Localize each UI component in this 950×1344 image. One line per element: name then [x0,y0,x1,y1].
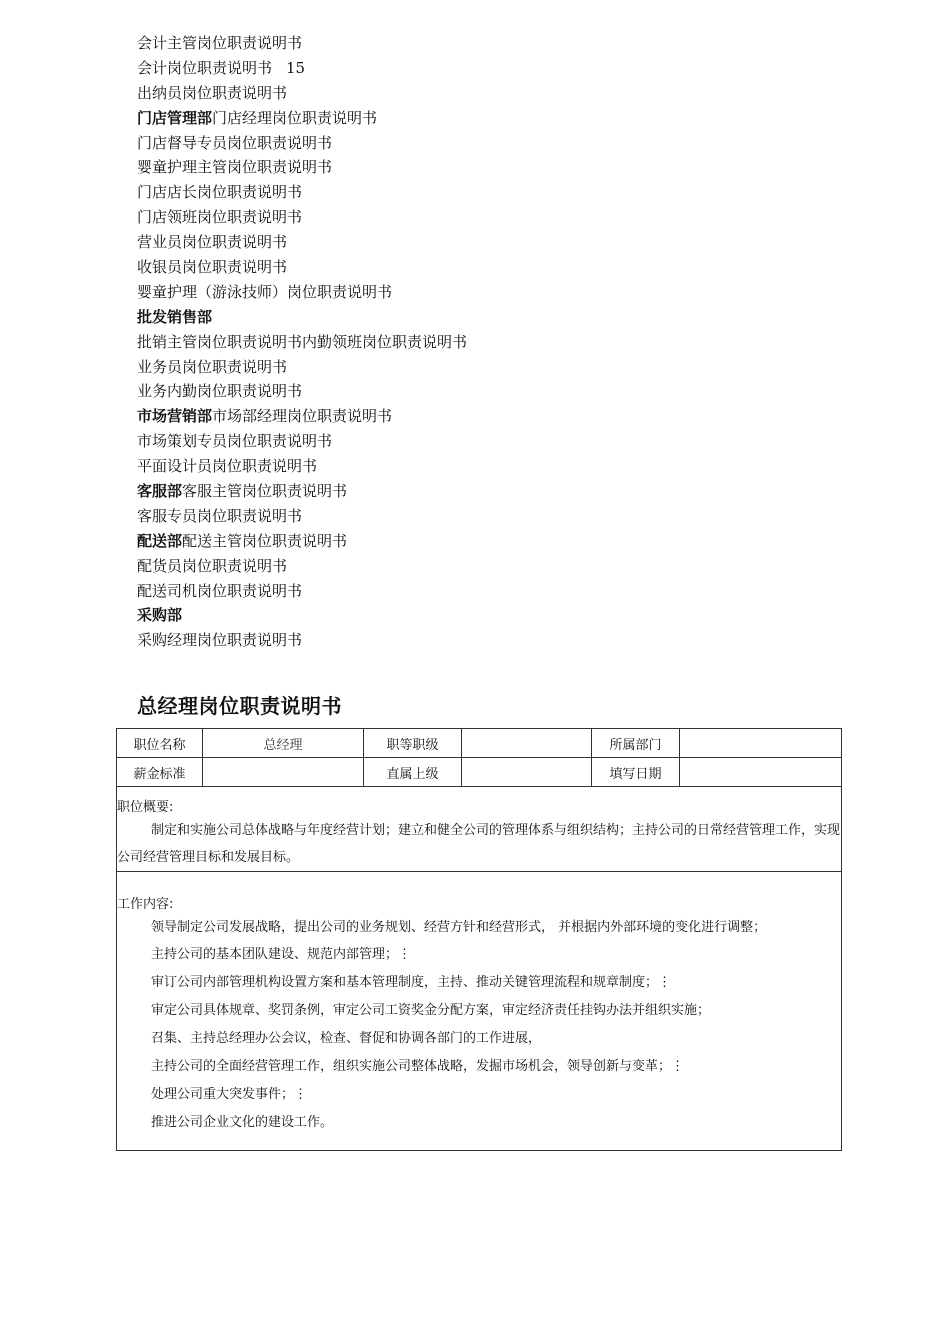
toc-title: 门店店长岗位职责说明书 [137,183,303,202]
toc-title: 平面设计员岗位职责说明书 [137,457,318,476]
table-row [117,872,842,1151]
toc-entry[interactable] [137,230,837,255]
duty-item: 处理公司重大突发事件；⋮ [151,1087,308,1102]
table-row [117,729,842,758]
toc-title: 收银员岗位职责说明书 [137,258,288,277]
document-title: 总经理岗位职责说明书 [137,694,342,718]
salary-label: 薪金标准 [117,758,203,787]
toc-title: 婴童护理主管岗位职责说明书 [137,158,333,177]
toc-entry[interactable] [137,379,837,404]
toc-dept: 配送部 [137,531,183,550]
toc-entry[interactable] [137,404,837,429]
toc-entry[interactable] [137,355,837,380]
supervisor-value[interactable] [462,758,592,787]
toc-title: 出纳员岗位职责说明书 [137,83,288,102]
toc-entry[interactable] [137,429,837,454]
toc-title: 门店督导专员岗位职责说明书 [137,133,333,152]
work-heading: 工作内容: [117,897,174,912]
toc-title: 门店领班岗位职责说明书 [137,208,303,227]
salary-value[interactable] [203,758,364,787]
position-name-label: 职位名称 [117,729,203,758]
toc-entry[interactable] [137,454,837,479]
toc-entry[interactable] [137,180,837,205]
table-row [117,787,842,872]
toc-title: 市场部经理岗位职责说明书 [212,407,393,426]
department-label: 所属部门 [592,729,680,758]
toc-entry[interactable] [137,81,837,106]
toc-entry[interactable] [137,205,837,230]
toc-entry[interactable] [137,628,837,653]
duty-item: 审订公司内部管理机构设置方案和基本管理制度，主持、推动关键管理流程和规章制度；⋮ [151,975,672,990]
toc-entry[interactable] [137,504,837,529]
toc-entry[interactable] [137,330,837,355]
toc-entry[interactable] [137,579,837,604]
toc-page-number: 15 [286,58,306,77]
toc-entry[interactable] [137,529,837,554]
toc-dept: 客服部 [137,482,183,501]
duty-item: 主持公司的全面经营管理工作，组织实施公司整体战略，发掘市场机会，领导创新与变革；⋮ [151,1059,685,1074]
toc-title: 客服专员岗位职责说明书 [137,506,303,525]
toc-title: 配送司机岗位职责说明书 [137,581,303,600]
overview-heading: 职位概要: [117,799,174,815]
toc-title: 采购经理岗位职责说明书 [137,631,303,650]
table-row [117,758,842,787]
toc-title: 业务员岗位职责说明书 [137,357,288,376]
toc-title: 会计主管岗位职责说明书 [137,34,303,52]
overview-text: 制定和实施公司总体战略与年度经营计划；建立和健全公司的管理体系与组织结构；主持公司的日常经营管理工作，实现公司经营管理目标和发展目标。 [117,822,841,865]
department-value[interactable] [680,729,842,758]
supervisor-label: 直属上级 [364,758,462,787]
toc-dept: 门店管理部 [137,108,213,127]
fill-date-label: 填写日期 [592,758,680,787]
toc-entry[interactable] [137,479,837,504]
grade-value[interactable] [462,729,592,758]
duty-item: 主持公司的基本团队建设、规范内部管理；⋮ [151,947,412,962]
toc-entry[interactable] [137,305,837,330]
overview-section [117,787,842,872]
toc-title: 婴童护理（游泳技师）岗位职责说明书 [137,282,393,301]
duty-item: 审定公司具体规章、奖罚条例，审定公司工资奖金分配方案，审定经济责任挂钩办法并组织实施； [151,1003,711,1018]
toc-dept: 批发销售部 [137,307,213,326]
toc-title: 批销主管岗位职责说明书内勤领班岗位职责说明书 [137,332,468,351]
grade-label: 职等职级 [364,729,462,758]
job-description-table [116,728,842,1151]
toc-entry[interactable] [137,131,837,156]
toc-entry[interactable] [137,554,837,579]
fill-date-value[interactable] [680,758,842,787]
toc-entry[interactable] [137,155,837,180]
toc-entry[interactable] [137,106,837,131]
toc-entry[interactable] [137,255,837,280]
toc-title: 业务内勤岗位职责说明书 [137,382,303,401]
toc-title: 客服主管岗位职责说明书 [182,482,348,501]
toc-dept: 市场营销部 [137,407,213,426]
duty-item: 召集、主持总经理办公会议，检查、督促和协调各部门的工作进展， [151,1031,542,1046]
toc-entry[interactable] [137,56,837,81]
position-name-value[interactable]: 总经理 [203,729,364,758]
toc-entry[interactable] [137,603,837,628]
work-content-section [117,872,842,1151]
toc-title: 营业员岗位职责说明书 [137,233,288,252]
table-of-contents [137,31,837,653]
toc-title: 市场策划专员岗位职责说明书 [137,432,333,451]
toc-title: 门店经理岗位职责说明书 [212,108,378,127]
toc-title: 会计岗位职责说明书 [137,58,273,77]
toc-entry[interactable] [137,31,837,56]
duty-item: 领导制定公司发展战略，提出公司的业务规划、经营方针和经营形式， 并根据内外部环境的变化进行调整； [151,920,767,935]
toc-title: 配货员岗位职责说明书 [137,556,288,575]
duty-item: 推进公司企业文化的建设工作。 [151,1115,334,1130]
toc-entry[interactable] [137,280,837,305]
toc-dept: 采购部 [137,606,183,625]
toc-title: 配送主管岗位职责说明书 [182,531,348,550]
